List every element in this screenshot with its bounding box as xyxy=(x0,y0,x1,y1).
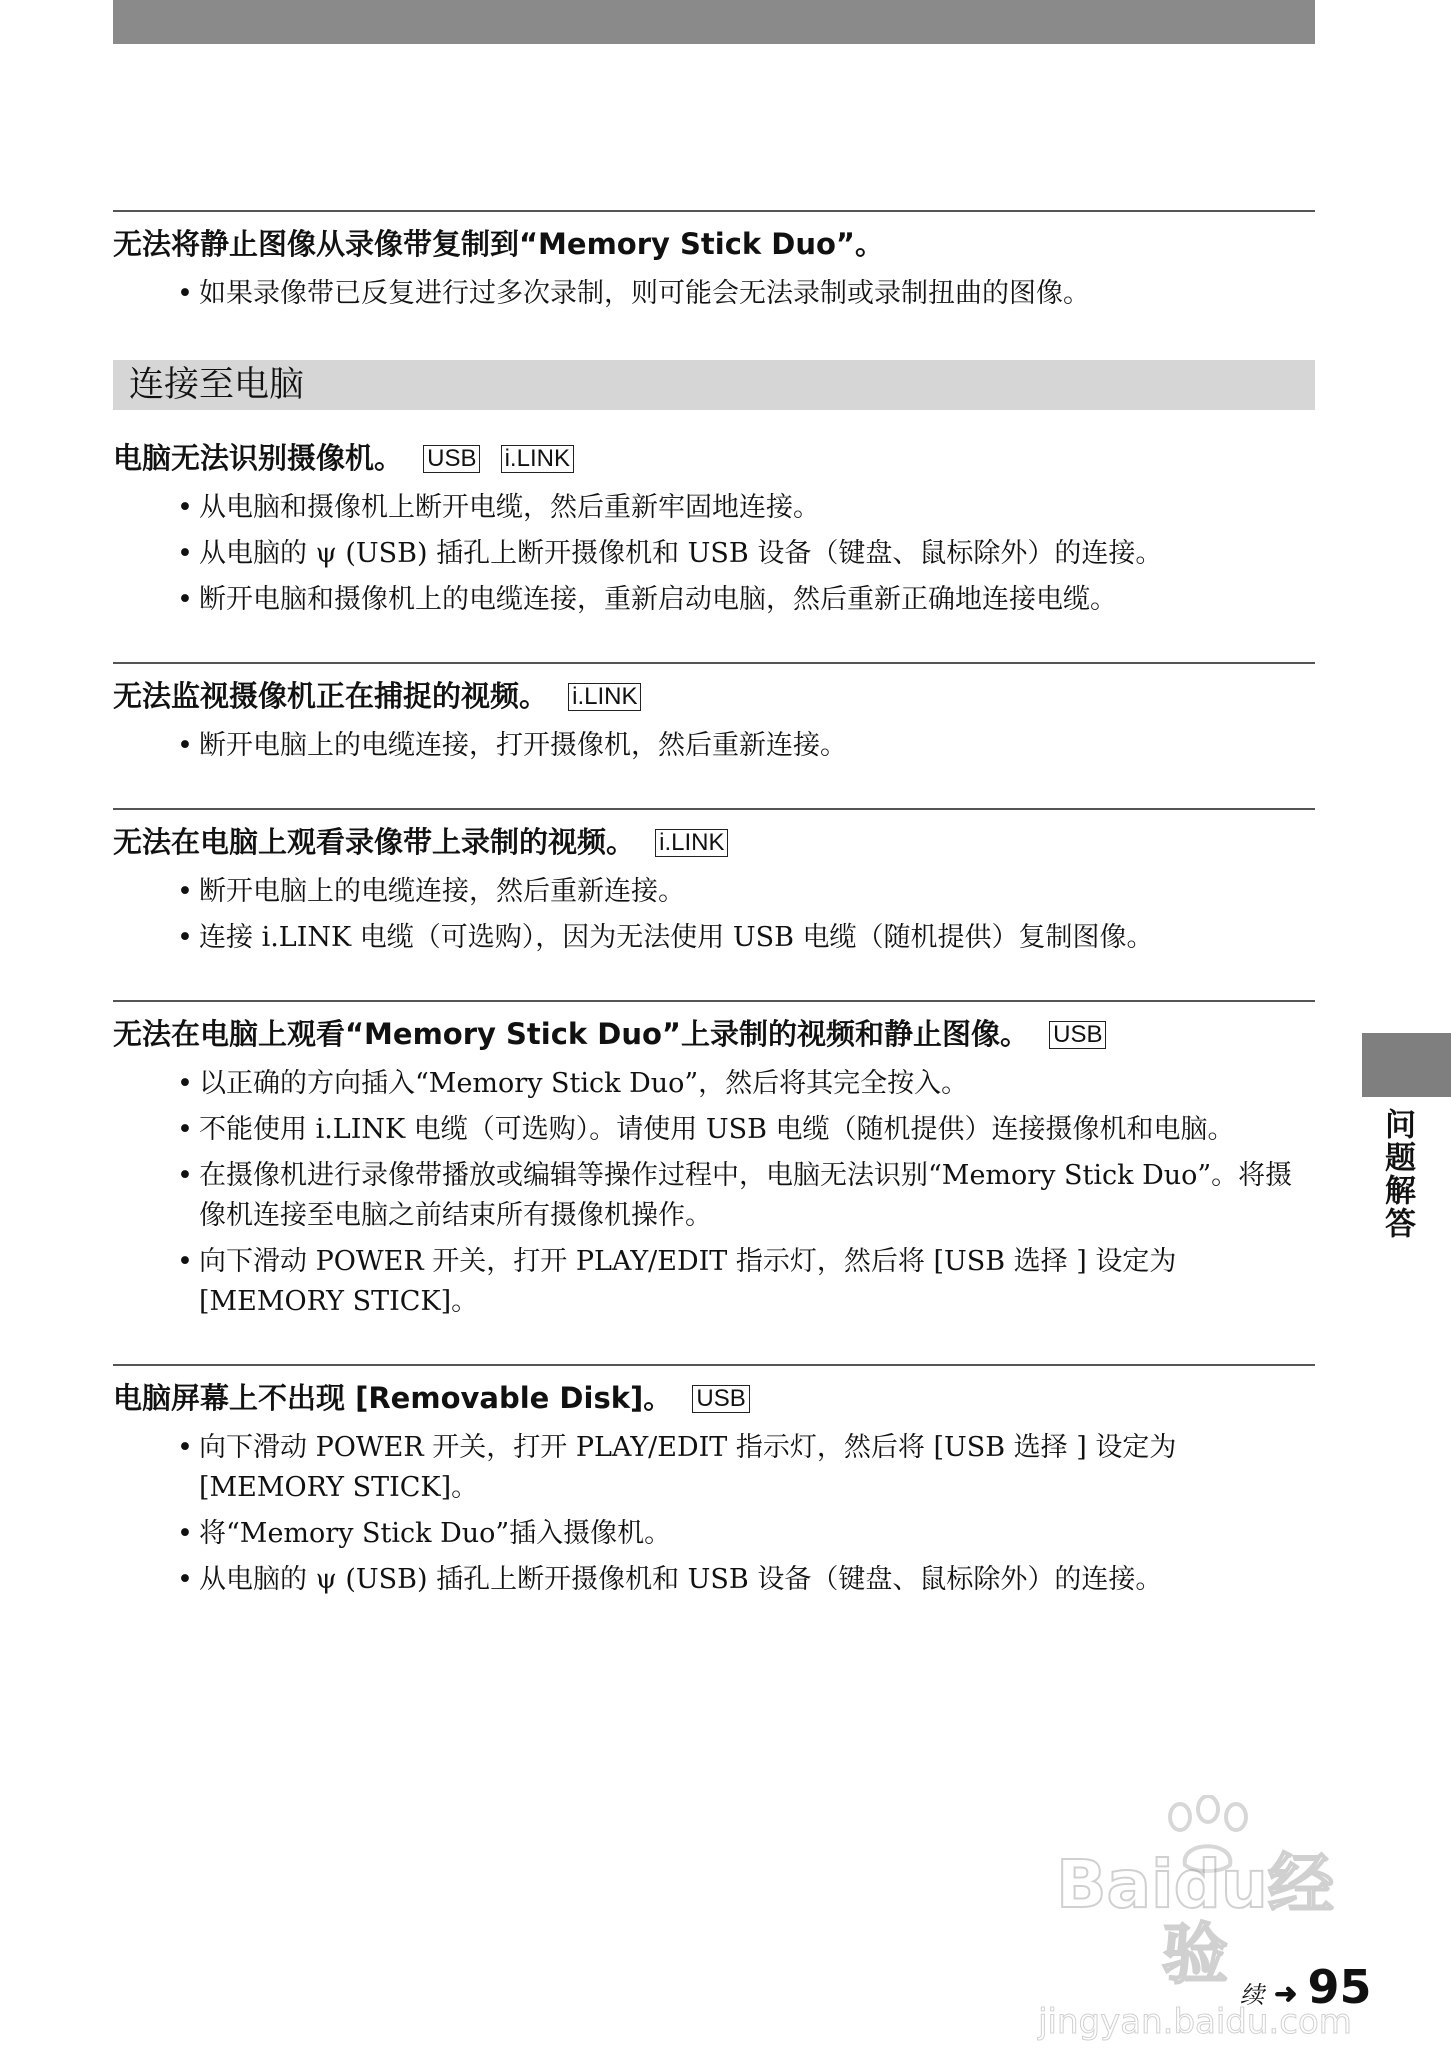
usb-tag: USB xyxy=(1049,1021,1106,1049)
bullet-list xyxy=(113,872,1315,958)
watermark-sub: jingyan.baidu.com xyxy=(1038,2002,1352,2042)
section-divider xyxy=(113,1000,1315,1002)
section-divider xyxy=(113,210,1315,212)
list-item: • 从电脑的 ψ (USB) 插孔上断开摄像机和 USB 设备（键盘、鼠标除外）的连接。 xyxy=(177,534,1315,574)
bullet-list xyxy=(113,274,1315,314)
page-number: 95 xyxy=(1307,1960,1372,2014)
ilink-tag: i.LINK xyxy=(655,829,728,857)
bullet-list xyxy=(113,1064,1315,1322)
section-heading-text: 无法监视摄像机正在捕捉的视频。 xyxy=(113,679,549,713)
section-heading xyxy=(113,224,1315,264)
section-heading-text: 无法在电脑上观看“Memory Stick Duo”上录制的视频和静止图像。 xyxy=(113,1017,1029,1051)
side-tab-marker xyxy=(1362,1033,1451,1097)
side-tab-label: 问题解答 xyxy=(1379,1108,1415,1240)
continued-arrow-icon: ➜ xyxy=(1274,1977,1298,2010)
section-pc-not-recognize xyxy=(113,438,1315,620)
page-footer xyxy=(1240,1960,1372,2014)
page-content xyxy=(113,210,1315,1606)
list-item: • 断开电脑上的电缆连接，然后重新连接。 xyxy=(177,872,1315,912)
bullet-list xyxy=(113,488,1315,620)
bullet-list xyxy=(113,726,1315,766)
watermark-main: Baidu经验 xyxy=(1056,1846,1334,1993)
list-item: • 将“Memory Stick Duo”插入摄像机。 xyxy=(177,1514,1315,1554)
list-item: • 以正确的方向插入“Memory Stick Duo”，然后将其完全按入。 xyxy=(177,1064,1315,1104)
section-cannot-view-tape-video xyxy=(113,808,1315,958)
list-item: • 从电脑的 ψ (USB) 插孔上断开摄像机和 USB 设备（键盘、鼠标除外）的连接。 xyxy=(177,1560,1315,1600)
section-heading xyxy=(113,676,1315,716)
list-item: • 断开电脑和摄像机上的电缆连接，重新启动电脑，然后重新正确地连接电缆。 xyxy=(177,580,1315,620)
list-item: • 连接 i.LINK 电缆（可选购），因为无法使用 USB 电缆（随机提供）复制图像。 xyxy=(177,918,1315,958)
top-header-bar xyxy=(113,0,1315,44)
section-heading-text: 无法在电脑上观看录像带上录制的视频。 xyxy=(113,825,636,859)
ilink-tag: i.LINK xyxy=(501,445,574,473)
bullet-list xyxy=(113,1428,1315,1600)
list-item: • 不能使用 i.LINK 电缆（可选购）。请使用 USB 电缆（随机提供）连接摄像机和电脑。 xyxy=(177,1110,1315,1150)
usb-tag: USB xyxy=(423,445,480,473)
list-item: • 在摄像机进行录像带播放或编辑等操作过程中，电脑无法识别“Memory Stick Duo”。将摄像机连接至电脑之前结束所有摄像机操作。 xyxy=(177,1156,1315,1236)
section-divider xyxy=(113,1364,1315,1366)
list-item: • 如果录像带已反复进行过多次录制，则可能会无法录制或录制扭曲的图像。 xyxy=(177,274,1315,314)
continued-label: 续 xyxy=(1240,1981,1264,2009)
section-heading-text: 电脑屏幕上不出现 [Removable Disk]。 xyxy=(113,1381,673,1415)
list-item: • 从电脑和摄像机上断开电缆，然后重新牢固地连接。 xyxy=(177,488,1315,528)
section-heading xyxy=(113,822,1315,862)
usb-tag: USB xyxy=(692,1385,749,1413)
section-cannot-view-memory-stick xyxy=(113,1000,1315,1322)
section-heading xyxy=(113,1014,1315,1054)
ilink-tag: i.LINK xyxy=(568,683,641,711)
section-divider xyxy=(113,808,1315,810)
section-cannot-monitor-video xyxy=(113,662,1315,766)
section-removable-disk-missing xyxy=(113,1364,1315,1600)
list-item: • 向下滑动 POWER 开关，打开 PLAY/EDIT 指示灯，然后将 [USB 选择 ] 设定为 [MEMORY STICK]。 xyxy=(177,1242,1315,1322)
chapter-band-title: 连接至电脑 xyxy=(129,365,305,405)
section-copy-still-images xyxy=(113,210,1315,314)
list-item: • 向下滑动 POWER 开关，打开 PLAY/EDIT 指示灯，然后将 [USB 选择 ] 设定为 [MEMORY STICK]。 xyxy=(177,1428,1315,1508)
section-heading-text: 电脑无法识别摄像机。 xyxy=(113,441,404,475)
chapter-band xyxy=(113,360,1315,410)
list-item: • 断开电脑上的电缆连接，打开摄像机，然后重新连接。 xyxy=(177,726,1315,766)
section-divider xyxy=(113,662,1315,664)
section-heading xyxy=(113,1378,1315,1418)
section-heading-text: 无法将静止图像从录像带复制到“Memory Stick Duo”。 xyxy=(113,227,884,261)
section-heading xyxy=(113,438,1315,478)
